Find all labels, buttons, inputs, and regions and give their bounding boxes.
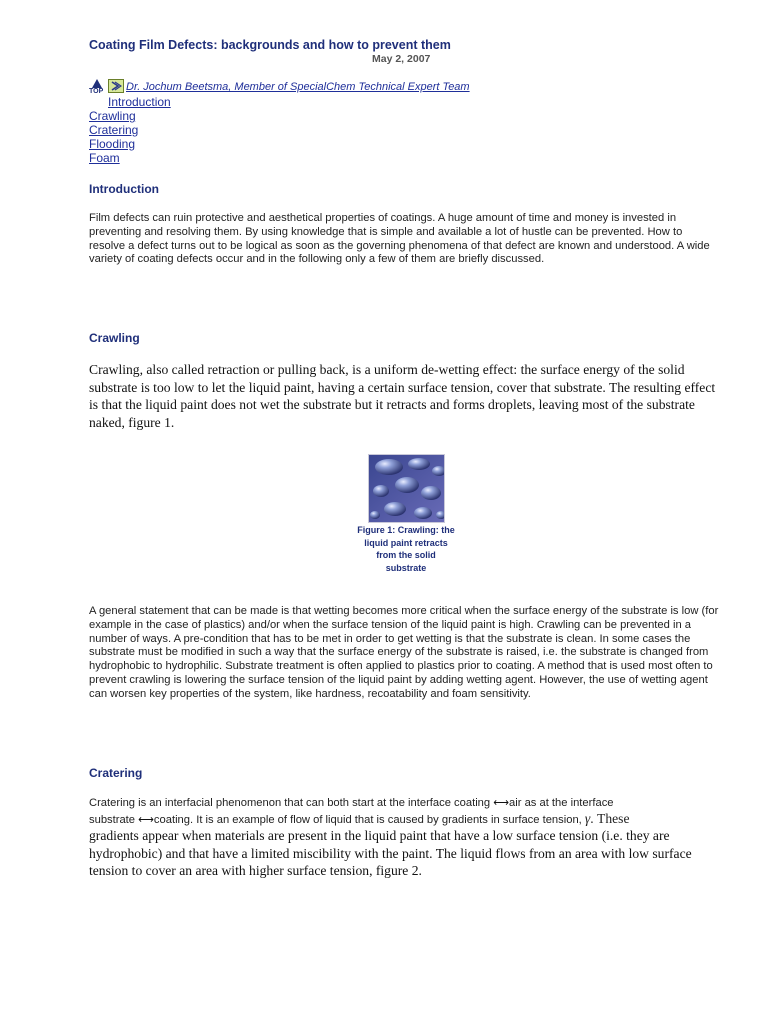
cratering-text-2b: coating. It is an example of flow of liquid that is caused by gradients in surface tension, (153, 814, 585, 826)
toc-link-crawling[interactable]: Crawling (89, 109, 136, 123)
figure-1-caption: Figure 1: Crawling: the liquid paint retracts from the solid substrate (357, 525, 455, 573)
crawling-paragraph-2: A general statement that can be made is that wetting becomes more critical when the surface energy of the substrate is low (for example in the case of plastics) and/or when the surface tension of the liquid paint is high. Crawling can be prevented in a number of ways. A pre-condition that has to be met in order to get wetting is that the substrate is clean. In some cases the substrate must be modified in such a way that the surface energy of the substrate is raised, i.e. the substrate is changed from hydrophobic to hydrophilic. Substrate treatment is often applied to plastics prior to coating. A method that is used most often to prevent crawling is lowering the surface tension of the liquid paint by adding wetting agent. However, the use of wetting agent can worsen key properties of the system, like hardness, recoatability and foam sensitivity. (89, 605, 719, 700)
top-label: TOP (89, 88, 104, 95)
cratering-text-2a: substrate (89, 814, 139, 826)
toc-list (89, 95, 171, 165)
cratering-text-2c: . These (590, 811, 630, 826)
cratering-paragraph-rest: gradients appear when materials are present in the liquid paint that have a low surface tension (i.e. they are hydrophobic) and that have a limited miscibility with the paint. The liquid flows from an area with low surface tension to cover an area with higher surface tension, figure 2. (89, 828, 692, 878)
cratering-line-2 (89, 812, 729, 828)
crawling-paragraph-1: Crawling, also called retraction or pulling back, is a uniform de-wetting effect: the surface energy of the solid substrate is too low to let the liquid paint, having a certain surface tension, cover that substrate. The resulting effect is that the liquid paint does not wet the substrate but it retracts and forms droplets, leaving most of the substrate naked, figure 1. (89, 362, 716, 430)
author-profile-icon[interactable] (108, 79, 124, 93)
interface-arrow-icon-2: ⟷ (138, 814, 154, 826)
cratering-text-1a: Cratering is an interfacial phenomenon that can both start at the interface coating (89, 797, 494, 809)
interface-arrow-icon: ⟷ (493, 797, 510, 809)
author-link[interactable]: Dr. Jochum Beetsma, Member of SpecialChem Technical Expert Team (126, 81, 470, 93)
page-title: Coating Film Defects: backgrounds and how to prevent them (89, 38, 451, 52)
toc-link-foam[interactable]: Foam (89, 151, 120, 165)
gamma-symbol: γ (584, 811, 591, 826)
introduction-heading: Introduction (89, 182, 159, 196)
cratering-line-1 (89, 797, 729, 811)
toc-link-introduction[interactable]: Introduction (108, 95, 171, 109)
arrow-up-icon (92, 79, 102, 88)
cratering-text-1b: air as at the interface (509, 797, 614, 809)
cratering-heading: Cratering (89, 766, 143, 780)
toc-link-flooding[interactable]: Flooding (89, 137, 136, 151)
figure-1-image (368, 454, 445, 523)
crawling-heading: Crawling (89, 331, 140, 345)
introduction-paragraph: Film defects can ruin protective and aesthetical properties of coatings. A huge amount of time and money is invested in preventing and resolving them. By using knowledge that is simple and available a lot of hustle can be prevented. How to resolve a defect turns out to be logical as soon as the governing phenomena of that defect are known and understood. A wide variety of coating defects occur and in the following only a few of them are briefly discussed. (89, 212, 710, 266)
toc-link-cratering[interactable]: Cratering (89, 123, 139, 137)
publish-date: May 2, 2007 (372, 53, 431, 65)
